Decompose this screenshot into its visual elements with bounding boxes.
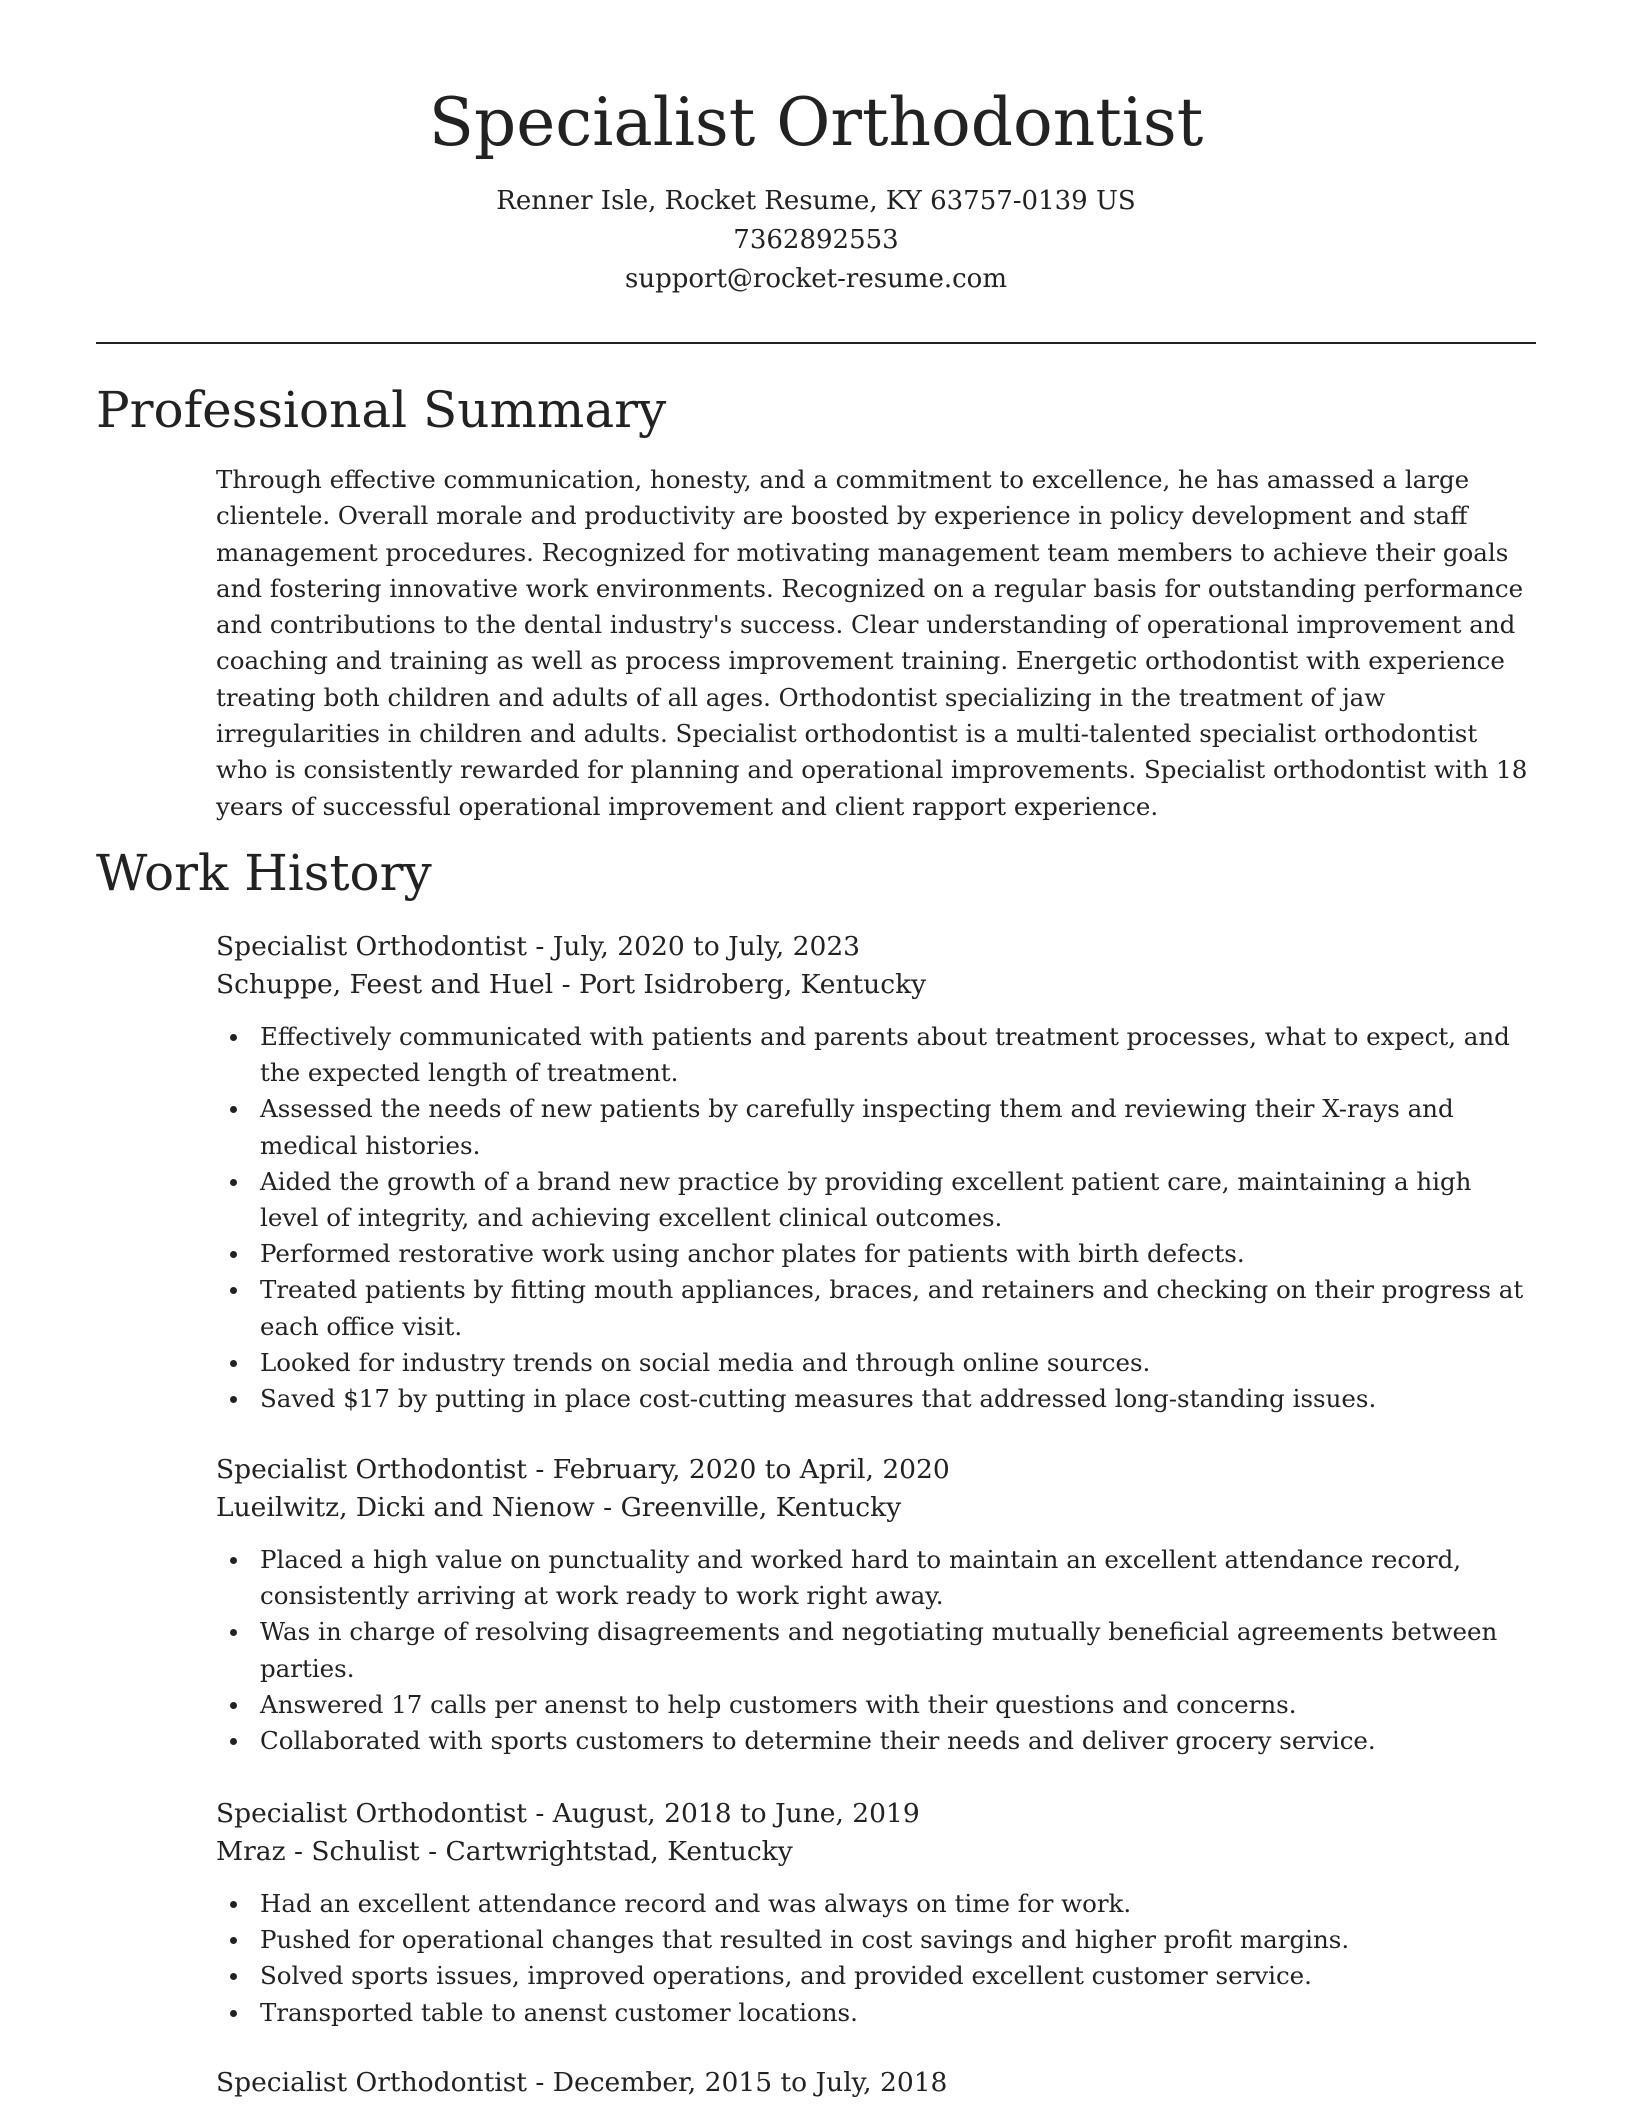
bullet-icon	[230, 1557, 237, 1564]
list-item	[260, 1687, 1536, 1723]
bullet-icon	[230, 1396, 237, 1403]
job-company: Schuppe, Feest and Huel	[216, 969, 554, 1000]
job-title-line	[216, 1795, 1536, 1833]
bullet-icon	[230, 1106, 237, 1113]
job-dates: July, 2020 to July, 2023	[552, 931, 861, 962]
bullet-text: Effectively communicated with patients and parents about treatment processes, what to expect, and the expected length of treatment.	[260, 1022, 1510, 1088]
bullet-text: Had an excellent attendance record and was always on time for work.	[260, 1889, 1132, 1918]
job-location: Cartwrightstad, Kentucky	[445, 1836, 793, 1867]
job-company: Lueilwitz, Dicki and Nienow	[216, 1492, 595, 1523]
job-dates: August, 2018 to June, 2019	[552, 1798, 920, 1829]
list-item	[260, 1542, 1536, 1614]
bullet-text: Answered 17 calls per anenst to help customers with their questions and concerns.	[260, 1689, 1297, 1719]
job-bullets	[216, 1019, 1536, 1417]
job-entry	[216, 928, 1536, 1417]
bullet-icon	[230, 1702, 237, 1709]
job-entry	[216, 1795, 1536, 2031]
bullet-icon	[230, 2010, 237, 2017]
list-item	[260, 1614, 1536, 1686]
list-item	[260, 1164, 1536, 1236]
job-bullets	[216, 1542, 1536, 1759]
bullet-icon	[230, 1287, 237, 1294]
job-company-line	[216, 966, 1536, 1004]
job-separator: -	[526, 2067, 553, 2098]
job-company-line	[216, 1833, 1536, 1871]
job-role: Specialist Orthodontist	[216, 2067, 527, 2098]
contact-email: support@rocket-resume.com	[624, 264, 1007, 294]
bullet-text: Solved sports issues, improved operations, and provided excellent customer service.	[260, 1961, 1312, 1991]
bullet-icon	[230, 1179, 237, 1186]
bullet-icon	[230, 1901, 237, 1908]
bullet-text: Transported table to anenst customer locations.	[260, 1997, 858, 2027]
list-item	[260, 1345, 1536, 1381]
bullet-icon	[230, 1629, 237, 1636]
job-dates: February, 2020 to April, 2020	[552, 1454, 950, 1485]
section-title-summary: Professional Summary	[96, 381, 667, 439]
list-item	[260, 1958, 1536, 1994]
job-location: Greenville, Kentucky	[620, 1492, 902, 1523]
contact-phone: 7362892553	[733, 225, 899, 255]
job-separator: -	[419, 1836, 446, 1867]
bullet-icon	[230, 1360, 237, 1367]
list-item	[260, 1723, 1536, 1759]
job-separator: -	[553, 969, 579, 1000]
job-company: Mraz - Schulist	[216, 1836, 420, 1867]
job-title-line	[216, 2064, 1536, 2102]
list-item	[260, 1272, 1536, 1344]
list-item	[260, 1886, 1536, 1922]
job-role: Specialist Orthodontist	[216, 1798, 527, 1829]
list-item	[260, 1381, 1536, 1417]
bullet-text: Pushed for operational changes that resulted in cost savings and higher profit margins.	[260, 1925, 1350, 1955]
job-entry	[216, 1451, 1536, 1759]
header-divider	[96, 342, 1536, 344]
bullet-icon	[230, 1738, 237, 1745]
bullet-icon	[230, 1034, 237, 1041]
job-dates: December, 2015 to July, 2018	[552, 2067, 948, 2098]
job-title-line	[216, 1451, 1536, 1489]
bullet-icon	[230, 1937, 237, 1944]
job-bullets	[216, 1886, 1536, 2031]
job-separator: -	[526, 1454, 553, 1485]
section-title-work-history: Work History	[96, 844, 432, 902]
job-role: Specialist Orthodontist	[216, 931, 527, 962]
job-location: Port Isidroberg, Kentucky	[578, 969, 927, 1000]
job-title-line	[216, 928, 1536, 966]
bullet-text: Performed restorative work using anchor plates for patients with birth defects.	[260, 1239, 1245, 1269]
job-role: Specialist Orthodontist	[216, 1454, 527, 1485]
job-separator: -	[526, 1798, 553, 1829]
bullet-icon	[230, 1251, 237, 1258]
bullet-text: Treated patients by fitting mouth appliances, braces, and retainers and checking on their progress at each office visit.	[260, 1275, 1524, 1341]
list-item	[260, 1995, 1536, 2031]
list-item	[260, 1922, 1536, 1958]
bullet-text: Was in charge of resolving disagreements and negotiating mutually beneficial agreements between parties.	[260, 1617, 1498, 1683]
job-company-line	[216, 1489, 1536, 1527]
bullet-text: Placed a high value on punctuality and worked hard to maintain an excellent attendance record, consistently arriving at work ready to work right away.	[260, 1545, 1462, 1611]
contact-info	[0, 182, 1632, 299]
job-entry	[216, 2064, 1536, 2102]
bullet-text: Looked for industry trends on social media and through online sources.	[260, 1347, 1151, 1377]
summary-text: Through effective communication, honesty, and a commitment to excellence, he has amassed a large clientele. Overall morale and productivity are boosted by experience in policy development and staff management procedures. Recognized for motivating management team members to achieve their goals and fostering innovative work environments. Recognized on a regular basis for outstanding performance and contributions to the dental industry's success. Clear understanding of operational improvement and coaching and training as well as process improvement training. Energetic orthodontist with experience treating both children and adults of all ages. Orthodontist specializing in the treatment of jaw irregularities in children and adults. Specialist orthodontist is a multi-talented specialist orthodontist who is consistently rewarded for planning and operational improvements. Specialist orthodontist with 18 years of successful operational improvement and client rapport experience.	[216, 465, 1528, 821]
bullet-text: Assessed the needs of new patients by carefully inspecting them and reviewing their X-rays and medical histories.	[260, 1094, 1454, 1160]
bullet-text: Saved $17 by putting in place cost-cutting measures that addressed long-standing issues.	[260, 1384, 1377, 1414]
bullet-text: Aided the growth of a brand new practice by providing excellent patient care, maintaining a high level of integrity, and achieving excellent clinical outcomes.	[260, 1166, 1472, 1233]
list-item	[260, 1236, 1536, 1272]
contact-address: Renner Isle, Rocket Resume, KY 63757-0139 US	[496, 186, 1136, 216]
resume-header	[0, 78, 1632, 299]
bullet-text: Collaborated with sports customers to determine their needs and deliver grocery service.	[260, 1726, 1376, 1756]
list-item	[260, 1019, 1536, 1091]
candidate-name: Specialist Orthodontist	[428, 84, 1204, 161]
list-item	[260, 1091, 1536, 1163]
job-separator: -	[594, 1492, 621, 1523]
bullet-icon	[230, 1973, 237, 1980]
job-separator: -	[526, 931, 553, 962]
